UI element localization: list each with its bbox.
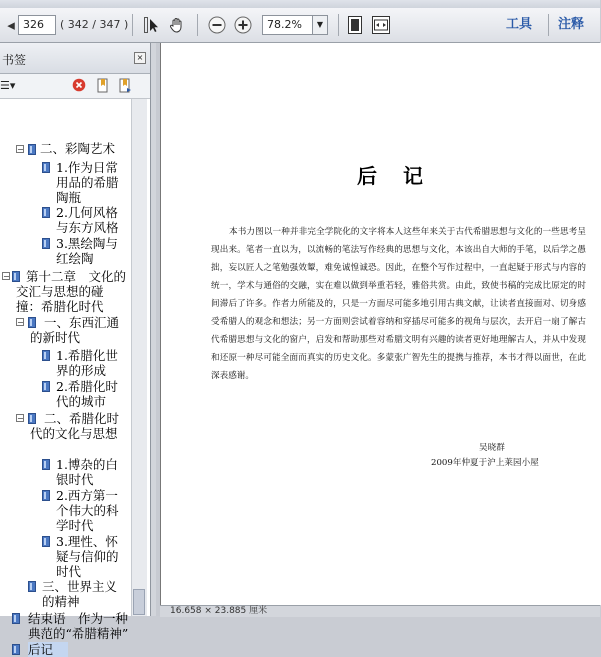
close-icon[interactable]: ×: [134, 52, 146, 64]
status-bar: [160, 605, 600, 617]
chevron-down-icon[interactable]: ▼: [312, 16, 327, 34]
bookmark-icon: [42, 381, 50, 392]
expand-bookmark-icon[interactable]: [118, 78, 132, 96]
new-bookmark-icon[interactable]: [96, 78, 110, 96]
bookmark-icon: [42, 207, 50, 218]
page-body: [211, 223, 586, 385]
author-signature: 吴晓群: [479, 443, 505, 453]
zoom-in-icon[interactable]: [232, 14, 254, 36]
page-title: 后记: [357, 164, 449, 188]
bookmark-item[interactable]: 第十二章 文化的交汇与思想的碰撞：希腊化时代: [16, 269, 127, 314]
bookmark-item[interactable]: 三、世界主义的精神: [42, 579, 118, 609]
bookmarks-panel: [0, 43, 151, 657]
select-tool-icon[interactable]: [140, 14, 162, 36]
page-size-readout: 16.658 × 23.885 厘米: [170, 606, 268, 616]
comments-button[interactable]: 注释: [558, 17, 585, 32]
document-page: [160, 43, 601, 605]
bookmark-icon: [42, 490, 50, 501]
bookmarks-header: [0, 43, 150, 74]
bookmark-item-selected[interactable]: 后记: [28, 642, 68, 657]
bookmark-item[interactable]: 1.作为日常用品的希腊陶瓶: [56, 160, 119, 205]
bookmark-item[interactable]: 1.博杂的白银时代: [56, 457, 118, 487]
toolbar-separator: [548, 14, 549, 36]
page-number-input[interactable]: 326: [18, 15, 56, 35]
toolbar-separator: [197, 14, 198, 36]
bookmark-item[interactable]: 一、东西汇通的新时代: [30, 315, 120, 345]
delete-bookmark-icon[interactable]: [72, 78, 86, 95]
bookmark-icon: [42, 162, 50, 173]
bookmark-item[interactable]: 2.几何风格与东方风格: [56, 205, 119, 235]
date-line: 2009年仲夏于沪上莱园小屋: [431, 458, 539, 468]
bookmark-icon: [12, 613, 20, 624]
bookmark-item[interactable]: 二、希腊化时代的文化与思想: [30, 411, 120, 441]
zoom-level-select[interactable]: [262, 15, 328, 35]
expand-toggle[interactable]: −: [17, 414, 24, 423]
bookmark-icon: [42, 459, 50, 470]
bookmark-item[interactable]: 2.希腊化时代的城市: [56, 379, 118, 409]
zoom-out-icon[interactable]: [206, 14, 228, 36]
previous-page-icon[interactable]: ◂: [7, 16, 15, 34]
bookmark-item[interactable]: 3.理性、怀疑与信仰的时代: [56, 534, 119, 579]
body-paragraph: 本书力图以一种并非完全学院化的文字将本人这些年来关于古代希腊思想与文化的一些思考呈现出来。笔者一直以为，以流畅的笔法写作经典的思想与文化，本该出自大师的手笔，以后学之愚拙，妄以匠人之笔勉强效颦，难免诚惶诚恐。因此，在整个写作过程中，一直起疑于形式与内容的统一，学术与通俗的交融，实在难以做到举重若轻，雅俗共赏。由此，致使书稿的完成比原定的时间滞后了许多。作者力所能及的，只是一方面尽可能多地引用古典文献，让读者直接面对、切身感受希腊人的观念和想法；另一方面则尝试着容纳和穿插尽可能多的视角与层次，去开启一扇了解古代希腊思想与文化的窗户，启发和帮助那些对希腊文明有兴趣的读者更好地理解古人，并从中发现和还原一种尽可能全面而真实的历史文化。多蒙张广智先生的提携与推荐，本书才得以面世，在此深表感谢。: [211, 227, 586, 381]
bookmark-icon: [42, 536, 50, 547]
bookmark-scrollbar[interactable]: [131, 99, 147, 616]
bookmark-icon: [42, 350, 50, 361]
fit-width-icon[interactable]: [370, 14, 392, 36]
bookmark-item[interactable]: 1.希腊化世界的形成: [56, 348, 118, 378]
bookmark-icon: [28, 581, 36, 592]
bookmark-icon: [42, 238, 50, 249]
bookmark-item[interactable]: 3.黑绘陶与红绘陶: [56, 236, 118, 266]
expand-toggle[interactable]: −: [17, 318, 24, 327]
bookmark-item[interactable]: 结束语 作为一种典范的“希腊精神”: [28, 611, 129, 641]
zoom-level-value: 78.2%: [267, 18, 302, 31]
bookmarks-title: 书签: [2, 53, 27, 67]
scrollbar-thumb[interactable]: [133, 589, 145, 615]
hand-tool-icon[interactable]: [166, 14, 188, 36]
fit-page-icon[interactable]: [344, 14, 366, 36]
document-view: [156, 43, 600, 616]
options-menu-icon[interactable]: ☰▾: [0, 79, 16, 92]
bookmark-icon: [12, 644, 20, 655]
bookmark-tree: [0, 99, 131, 657]
bookmark-item[interactable]: 二、彩陶艺术: [40, 141, 116, 156]
bookmark-item[interactable]: 2.西方第一个伟大的科学时代: [56, 488, 119, 533]
expand-toggle[interactable]: −: [3, 272, 10, 281]
tools-button[interactable]: 工具: [506, 17, 533, 32]
bookmarks-toolbar: [0, 74, 150, 99]
toolbar-separator: [132, 14, 133, 36]
toolbar-separator: [338, 14, 339, 36]
page-count: ( 342 / 347 ): [60, 18, 129, 31]
main-toolbar: [0, 8, 600, 43]
expand-toggle[interactable]: −: [17, 145, 24, 154]
bookmark-icon: [28, 144, 36, 155]
